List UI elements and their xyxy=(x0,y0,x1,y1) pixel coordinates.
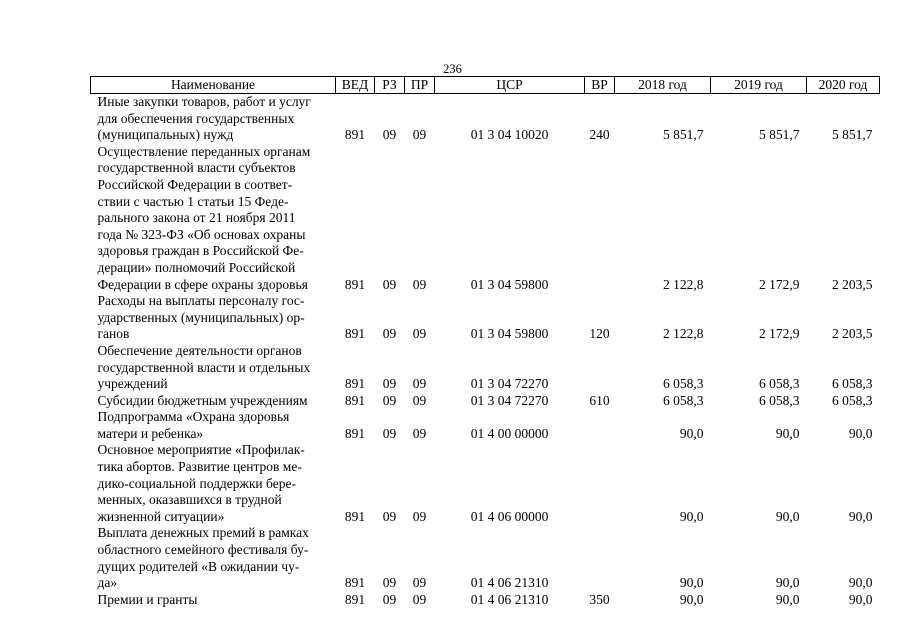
row-vr: 240 xyxy=(589,127,610,143)
row-2018: 2 122,8 xyxy=(663,276,704,292)
row-2020: 90,0 xyxy=(848,591,873,607)
header-pr: ПР xyxy=(405,77,435,94)
row-name-text: Иные закупки товаров, работ и услуг для обеспечения государственных (муниципальных) нужд xyxy=(97,94,311,143)
row-2020: 90,0 xyxy=(848,425,873,441)
row-name-text: Премии и гранты xyxy=(97,591,198,607)
row-ved: 891 xyxy=(344,508,366,524)
table-row xyxy=(91,409,880,442)
row-csr: 01 4 06 21310 xyxy=(470,591,549,607)
row-ved: 891 xyxy=(344,276,366,292)
row-csr: 01 3 04 59800 xyxy=(470,326,549,342)
row-pr: 09 xyxy=(412,508,427,524)
row-pr: 09 xyxy=(412,392,427,408)
row-rz: 09 xyxy=(382,591,397,607)
row-ved: 891 xyxy=(344,392,366,408)
row-vr: 610 xyxy=(589,392,610,408)
row-2019: 6 058,3 xyxy=(759,392,800,408)
row-name-text: Основное мероприятие «Профилак- тика абортов. Развитие центров ме- дико-социальной поддержки бере- менных, оказавшихся в трудной жизненной ситуации» xyxy=(97,442,305,524)
row-vr xyxy=(585,144,615,293)
header-ved: ВЕД xyxy=(336,77,375,94)
row-name xyxy=(91,442,336,525)
row-2018: 6 058,3 xyxy=(663,392,704,408)
row-2020: 90,0 xyxy=(848,575,873,591)
row-rz: 09 xyxy=(382,508,397,524)
row-2020: 90,0 xyxy=(848,508,873,524)
row-vr: 350 xyxy=(589,591,610,607)
row-pr: 09 xyxy=(412,376,427,392)
row-2018: 90,0 xyxy=(679,425,704,441)
row-name xyxy=(91,144,336,293)
table-row xyxy=(91,525,880,591)
row-2019: 90,0 xyxy=(775,575,800,591)
row-2019: 2 172,9 xyxy=(759,326,800,342)
row-ved: 891 xyxy=(344,425,366,441)
row-2020: 6 058,3 xyxy=(832,376,873,392)
row-ved: 891 xyxy=(344,575,366,591)
row-2019: 90,0 xyxy=(775,508,800,524)
row-2020: 2 203,5 xyxy=(832,326,873,342)
table-row xyxy=(91,442,880,525)
table-header xyxy=(91,77,880,94)
row-name xyxy=(91,592,336,609)
row-2019: 90,0 xyxy=(775,591,800,607)
row-2018: 90,0 xyxy=(679,575,704,591)
row-pr: 09 xyxy=(412,575,427,591)
row-vr xyxy=(585,343,615,393)
row-2020: 6 058,3 xyxy=(832,392,873,408)
page-number: 236 xyxy=(443,62,462,76)
row-csr: 01 3 04 59800 xyxy=(470,276,549,292)
row-pr: 09 xyxy=(412,425,427,441)
row-2019: 6 058,3 xyxy=(759,376,800,392)
row-vr xyxy=(585,525,615,591)
row-pr: 09 xyxy=(412,326,427,342)
header-2019: 2019 год xyxy=(711,77,807,94)
row-name-text: Расходы на выплаты персоналу гос- ударственных (муниципальных) ор- ганов xyxy=(97,293,305,342)
row-vr: 120 xyxy=(589,326,610,342)
row-2019: 5 851,7 xyxy=(759,127,800,143)
row-rz: 09 xyxy=(382,392,397,408)
row-name-text: Подпрограмма «Охрана здоровья матери и ребенка» xyxy=(97,409,290,441)
row-name-text: Субсидии бюджетным учреждениям xyxy=(97,392,308,408)
row-csr: 01 4 06 21310 xyxy=(470,575,549,591)
row-ved: 891 xyxy=(344,376,366,392)
row-2018: 5 851,7 xyxy=(663,127,704,143)
row-rz: 09 xyxy=(382,276,397,292)
row-name xyxy=(91,343,336,393)
table-body xyxy=(91,94,880,609)
table-row xyxy=(91,293,880,343)
row-csr: 01 3 04 72270 xyxy=(470,392,549,408)
row-2018: 90,0 xyxy=(679,508,704,524)
row-pr: 09 xyxy=(412,276,427,292)
row-ved: 891 xyxy=(344,127,366,143)
header-2020: 2020 год xyxy=(807,77,880,94)
row-2018: 2 122,8 xyxy=(663,326,704,342)
row-csr: 01 4 00 00000 xyxy=(470,425,549,441)
table-row xyxy=(91,592,880,609)
row-ved: 891 xyxy=(344,326,366,342)
budget-table xyxy=(90,76,880,608)
row-ved: 891 xyxy=(344,591,366,607)
row-name xyxy=(91,94,336,144)
row-csr: 01 4 06 00000 xyxy=(470,508,549,524)
header-csr: ЦСР xyxy=(435,77,585,94)
row-vr xyxy=(585,442,615,525)
row-name-text: Осуществление переданных органам государственной власти субъектов Российской Федерации в соответ- ствии с частью 1 статьи 15 Феде- рального закона от 21 ноября 2011 года № 323-ФЗ «Об основах охраны здоровья граждан в Российской Фе- дерации» полномочий Российской Федерации в сфере охраны здоровья xyxy=(97,143,311,292)
header-2018: 2018 год xyxy=(615,77,711,94)
row-name xyxy=(91,293,336,343)
row-2019: 90,0 xyxy=(775,425,800,441)
row-pr: 09 xyxy=(412,591,427,607)
row-2020: 2 203,5 xyxy=(832,276,873,292)
table-row xyxy=(91,393,880,410)
row-2019: 2 172,9 xyxy=(759,276,800,292)
row-rz: 09 xyxy=(382,425,397,441)
table-row xyxy=(91,144,880,293)
row-name xyxy=(91,393,336,410)
row-rz: 09 xyxy=(382,575,397,591)
row-vr xyxy=(585,409,615,442)
row-2020: 5 851,7 xyxy=(832,127,873,143)
row-csr: 01 3 04 10020 xyxy=(470,127,549,143)
table-row xyxy=(91,343,880,393)
row-csr: 01 3 04 72270 xyxy=(470,376,549,392)
row-rz: 09 xyxy=(382,376,397,392)
row-2018: 90,0 xyxy=(679,591,704,607)
row-name xyxy=(91,409,336,442)
row-name-text: Выплата денежных премий в рамках областного семейного фестиваля бу- дущих родителей «В ожидании чу- да» xyxy=(97,525,309,591)
row-rz: 09 xyxy=(382,127,397,143)
table-row xyxy=(91,94,880,144)
header-rz: РЗ xyxy=(375,77,405,94)
row-name-text: Обеспечение деятельности органов государственной власти и отдельных учреждений xyxy=(97,342,311,392)
header-vr: ВР xyxy=(585,77,615,94)
row-pr: 09 xyxy=(412,127,427,143)
header-name: Наименование xyxy=(91,77,336,94)
row-rz: 09 xyxy=(382,326,397,342)
row-name xyxy=(91,525,336,591)
row-2018: 6 058,3 xyxy=(663,376,704,392)
